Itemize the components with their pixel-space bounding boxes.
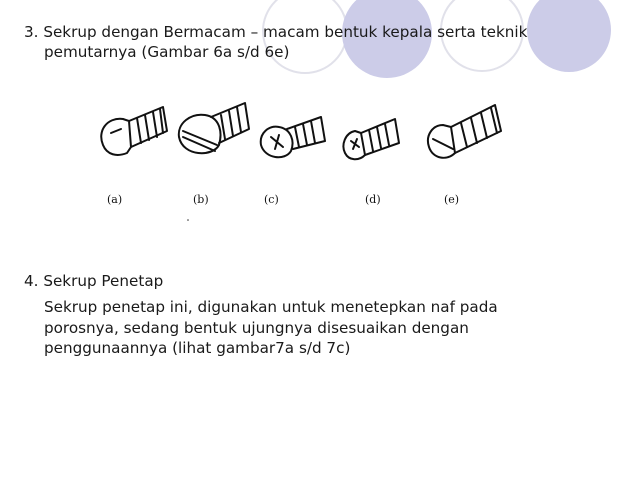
screw-b-drawing (179, 103, 249, 153)
figure-label-a: (a) (107, 193, 123, 206)
screw-c-drawing (261, 117, 325, 157)
section-3-heading-line2: pemutarnya (Gambar 6a s/d 6e) (44, 43, 290, 61)
paragraph-line: Sekrup penetap ini, digunakan untuk menetepkan naf pada (44, 298, 498, 316)
screw-heads-figure (83, 87, 515, 225)
figure-label-d: (d) (365, 193, 381, 206)
screw-e-drawing (428, 105, 501, 158)
screw-d-drawing (343, 119, 399, 159)
figure-label-c: (c) (264, 193, 279, 206)
section-3-heading (24, 22, 624, 62)
section-4-heading: 4. Sekrup Penetap (24, 272, 164, 290)
stray-dot (187, 219, 189, 221)
figure-label-b: (b) (193, 193, 209, 206)
section-3-heading-line1: 3. Sekrup dengan Bermacam – macam bentuk kepala serta teknik (24, 23, 528, 41)
figure-label-e: (e) (444, 193, 460, 206)
screw-a-drawing (101, 107, 167, 155)
paragraph-line: penggunaannya (lihat gambar7a s/d 7c) (44, 339, 351, 357)
paragraph-line: porosnya, sedang bentuk ujungnya disesuaikan dengan (44, 318, 469, 337)
section-4-paragraph (44, 297, 604, 359)
